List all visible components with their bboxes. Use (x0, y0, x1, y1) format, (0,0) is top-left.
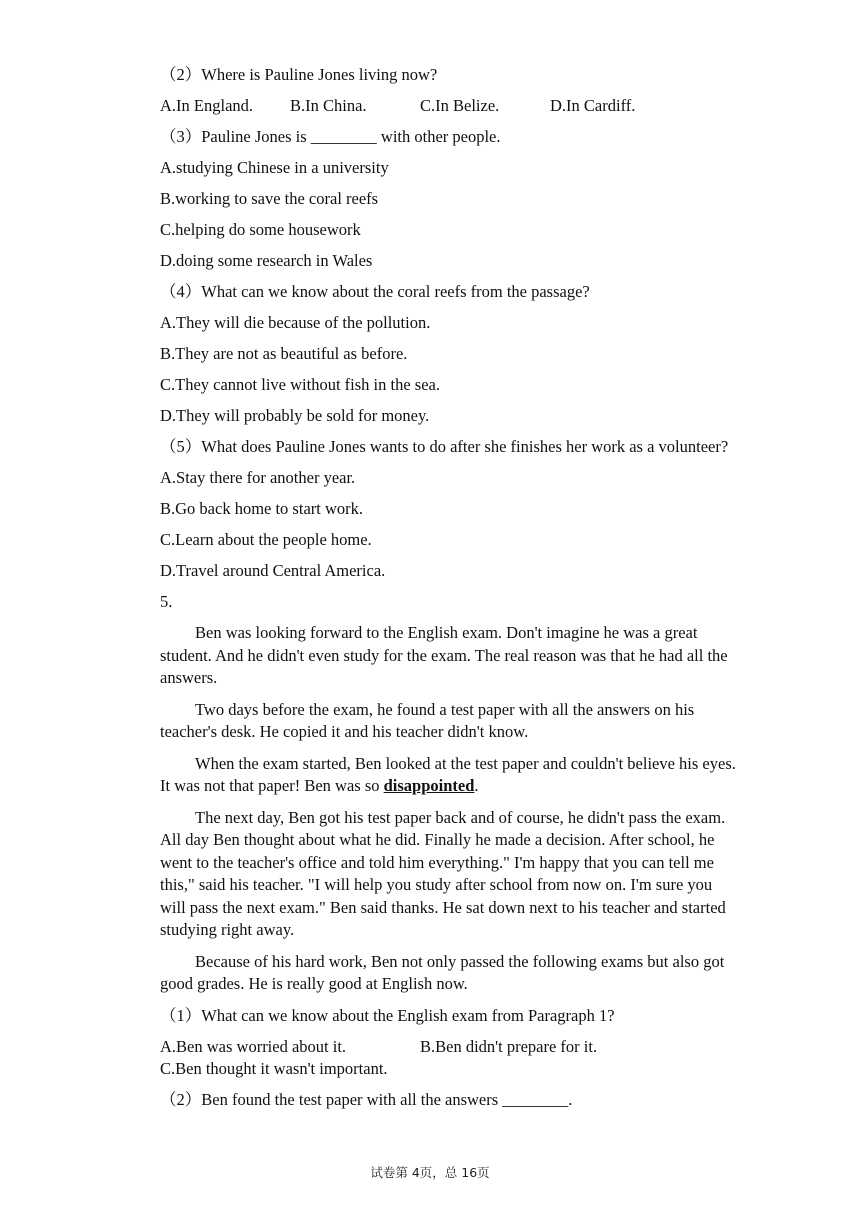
question-2-stem: （2）Where is Pauline Jones living now? (160, 65, 438, 84)
question-1-stem: （1）What can we know about the English exam from Paragraph 1? (160, 1005, 615, 1025)
passage-paragraph-4: The next day, Ben got his test paper back and of course, he didn't pass the exam. All day Ben thought about what he did. Finally he made a decision. After school, he went to the teacher's office and told him everything." I'm happy that you can tell me this," said his teacher. "I will help you study after school from now on. I'm sure you will pass the next exam." Ben said thanks. He sat down next to his teacher and started studying right away. (160, 807, 726, 939)
option-c: C.Ben thought it wasn't important. (160, 1058, 388, 1078)
option-b: B.Ben didn't prepare for it. (420, 1036, 598, 1056)
passage-paragraph-2: Two days before the exam, he found a test paper with all the answers on his teacher's desk. He copied it and his teacher didn't know. (160, 699, 695, 741)
option-c: C.helping do some housework (160, 220, 361, 239)
option-b: B.Go back home to start work. (160, 499, 364, 518)
option-c: C.Learn about the people home. (160, 530, 372, 549)
paragraph-end: . (474, 776, 479, 795)
option-c: C.In Belize. (420, 96, 500, 115)
passage-paragraph-3 (160, 753, 740, 798)
passage-paragraph-1: Ben was looking forward to the English exam. Don't imagine he was a great student. And he didn't even study for the exam. The real reason was that he had all the answers. (160, 623, 728, 687)
section-number: 5. (160, 592, 173, 611)
question-2-stem: （2）Ben found the test paper with all the answers ________. (160, 1089, 573, 1109)
option-d: D.doing some research in Wales (160, 251, 373, 270)
option-a: A.Ben was worried about it. (160, 1036, 347, 1056)
option-d: D.In Cardiff. (550, 96, 636, 115)
question-4-stem: （4）What can we know about the coral reefs from the passage? (160, 282, 590, 301)
paragraph-text: When the exam started, Ben looked at the test paper and couldn't believe his eyes. It was not that paper! Ben was so (160, 753, 736, 795)
option-a: A.They will die because of the pollution. (160, 313, 431, 332)
question-1-options (160, 1036, 740, 1058)
option-c: C.They cannot live without fish in the sea. (160, 375, 440, 394)
option-d: D.Travel around Central America. (160, 561, 386, 580)
option-a: A.Stay there for another year. (160, 468, 356, 487)
option-b: B.They are not as beautiful as before. (160, 344, 408, 363)
option-a: A.studying Chinese in a university (160, 158, 389, 177)
question-5-stem: （5）What does Pauline Jones wants to do after she finishes her work as a volunteer? (160, 437, 729, 456)
document-page (160, 64, 740, 1111)
option-b: B.In China. (290, 96, 367, 115)
option-a: A.In England. (160, 96, 254, 115)
option-b: B.working to save the coral reefs (160, 189, 379, 208)
question-2-options (160, 95, 740, 117)
question-3-stem: （3）Pauline Jones is ________ with other people. (160, 127, 501, 146)
underlined-word: disappointed (383, 776, 475, 795)
page-footer: 试卷第 4页，总 16页 (370, 1165, 490, 1180)
option-d: D.They will probably be sold for money. (160, 406, 430, 425)
passage-paragraph-5: Because of his hard work, Ben not only passed the following exams but also got good grades. He is really good at English now. (160, 951, 725, 993)
